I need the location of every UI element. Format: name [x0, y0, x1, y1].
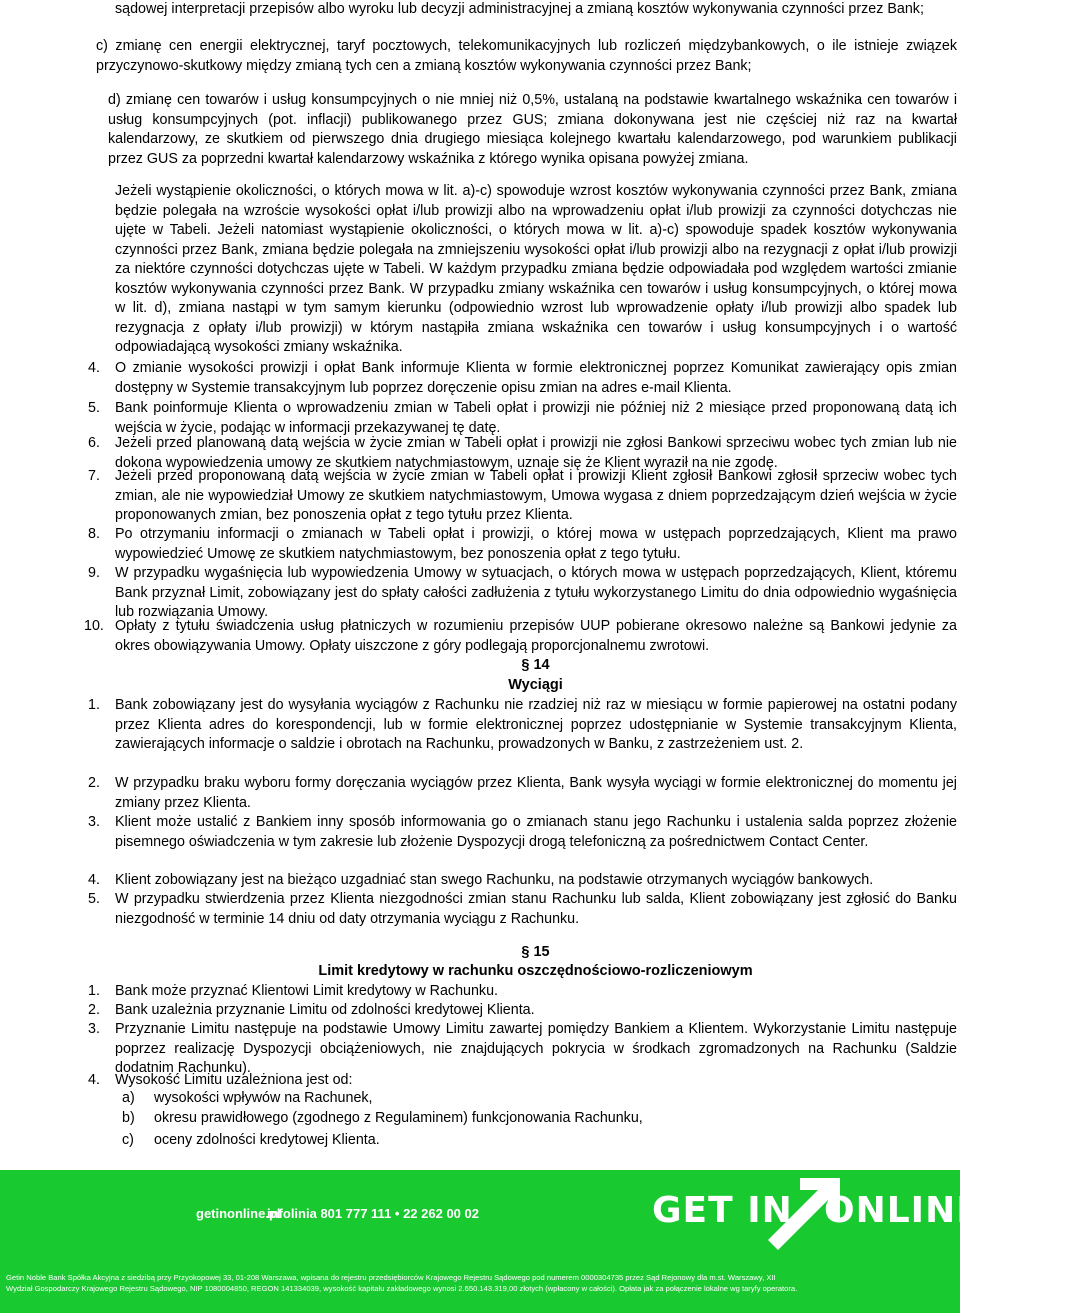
list-item: Bank uzależnia przyznanie Limitu od zdolności kredytowej Klienta.: [115, 1002, 535, 1018]
list-item: W przypadku braku wyboru formy doręczania wyciągów przez Klienta, Bank wysyła wyciągi w formie elektronicznej do momentu jej zmiany przez Klienta.: [115, 775, 957, 811]
item-number: 6.: [88, 435, 100, 451]
item-number: 7.: [88, 468, 100, 484]
list-item: O zmianie wysokości prowizji i opłat Bank informuje Klienta w formie elektronicznej poprzez Komunikat zawierający opis zmian dostępny w Systemie transakcyjnym lub poprzez doręczenie opisu zmian na adres e-mail Klienta.: [115, 360, 957, 396]
legal-line-1: Getin Noble Bank Spółka Akcyjna z siedzibą przy Przyokopowej 33, 01-208 Warszawa, wpisana do rejestru przedsiębiorców Krajowego Rejestru Sądowego pod numerem 0000304735 przez Sąd Rejonowy dla m.st. Warszawy, XII: [6, 1273, 776, 1282]
list-item: W przypadku wygaśnięcia lub wypowiedzenia Umowy w sytuacjach, o których mowa w ustępach poprzedzających, Klient, któremu Bank przyznał Limit, zobowiązany jest do spłaty całości zadłużenia z tytułu wykorzystanego Limitu do dnia odpowiednio wygaśnięcia lub rozwiązania Umowy.: [115, 565, 957, 620]
sub-item-label: a): [122, 1090, 135, 1106]
item-number: 9.: [88, 565, 100, 581]
sub-item-label: b): [122, 1110, 135, 1126]
sublist: [0, 1089, 960, 1169]
sub-item: [122, 1131, 380, 1151]
list-item: Bank poinformuje Klienta o wprowadzeniu zmian w Tabeli opłat i prowizji nie później niż 2 miesiące przed proponowaną datą ich wejścia w życie, podając w informacji przekazywanej tę datę.: [115, 400, 957, 436]
hotline-text: infolinia 801 777 111 • 22 262 00 02: [267, 1206, 479, 1221]
list-item: Opłaty z tytułu świadczenia usług płatniczych w rozumieniu przepisów UUP pobierane okresowo należne są Bankowi jedynie za okres obowiązywania Umowy. Opłaty uiszczone z góry podlegają proporcjonalnemu zwrotowi.: [115, 618, 957, 654]
section-number: § 14: [521, 657, 550, 673]
item-number: 8.: [88, 526, 100, 542]
sub-item-label: c): [122, 1132, 134, 1148]
sub-item-text: wysokości wpływów na Rachunek,: [154, 1090, 373, 1106]
section-number: § 15: [521, 944, 550, 960]
list-item: Klient zobowiązany jest na bieżąco uzgadniać stan swego Rachunku, na podstawie otrzymanych wyciągów bankowych.: [115, 872, 874, 888]
item-number: 3.: [88, 814, 100, 830]
item-number: 3.: [88, 1021, 100, 1037]
legal-notice: [6, 1272, 956, 1294]
logo-get-in: GET IN: [652, 1190, 793, 1231]
page-footer: [0, 1170, 982, 1313]
item-number: 5.: [88, 891, 100, 907]
item-number: 4.: [88, 1072, 100, 1088]
list-item: Jeżeli przed proponowaną datą wejścia w życie zmian w Tabeli opłat i prowizji Klient zgłosił Bankowi zgłosił sprzeciw wobec tych zmian, ale nie wypowiedział Umowy ze skutkiem natychmiastowym, Umowa wygasa z dniem poprzedzającym dzień wejścia w życie proponowanych zmian, bez ponoszenia opłat z tego tytułu przez Klienta.: [115, 468, 957, 523]
list-item: Bank może przyznać Klientowi Limit kredytowy w Rachunku.: [115, 983, 498, 999]
list-item: Przyznanie Limitu następuje na podstawie Umowy Limitu zawartej pomiędzy Bankiem a Klientem. Wykorzystanie Limitu następuje poprzez realizację Dyspozycji obciążeniowych, nie znajdujących pokrycia w środkach zgromadzonych na Rachunku (Saldzie dodatnim Rachunku).: [115, 1021, 957, 1076]
list-item: Jeżeli przed planowaną datą wejścia w życie zmian w Tabeli opłat i prowizji nie zgłosi Bankowi sprzeciwu wobec tych zmian lub nie dokona wypowiedzenia umowy ze skutkiem natychmiastowym, uznaje się że Klient wyraził na nie zgodę.: [115, 435, 957, 471]
list-item: Klient może ustalić z Bankiem inny sposób informowania go o zmianach stanu jego Rachunku i ustalenia salda poprzez złożenie pisemnego oświadczenia w tym zakresie lub złożenie Dyspozycji drogą telefoniczną za pośrednictwem Contact Center.: [115, 814, 957, 850]
section-title: Wyciągi: [508, 677, 563, 693]
sub-item: [122, 1089, 373, 1109]
list-item: Bank zobowiązany jest do wysyłania wyciągów z Rachunku nie rzadziej niż raz w miesiącu w formie papierowej na ostatni podany przez Klienta adres do korespondencji, lub w formie elektronicznej poprzez udostępnianie w Systemie transakcyjnym Klienta, zawierających informacje o saldzie i obrotach na Rachunku, prowadzonych w Banku, z zastrzeżeniem ust. 2.: [115, 697, 957, 752]
website-link[interactable]: getinonline.pl: [196, 1206, 281, 1221]
item-number: 4.: [88, 360, 100, 376]
sub-item-text: oceny zdolności kredytowej Klienta.: [154, 1132, 380, 1148]
item-number: 10.: [84, 618, 104, 634]
item-number: 2.: [88, 1002, 100, 1018]
paragraph-continuation: sądowej interpretacji przepisów albo wyroku lub decyzji administracyjnej a zmianą kosztów wykonywania czynności przez Bank;: [115, 1, 924, 17]
item-number: 1.: [88, 697, 100, 713]
legal-line-2: Wydział Gospodarczy Krajowego Rejestru Sądowego, NIP 1080004850, REGON 141334039, wysokość kapitału zakładowego wynosi 2.650.143.319,00 złotych (wpłacony w całości). Opłata jak za połączenie lokalne wg taryfy operatora.: [6, 1284, 798, 1293]
list-item: W przypadku stwierdzenia przez Klienta niezgodności zmian stanu Rachunku lub salda, Klient zobowiązany jest zgłosić do Banku niezgodność w terminie 14 dniu od daty otrzymania wyciągu z Rachunku.: [115, 891, 957, 927]
paragraph-changes-note: Jeżeli wystąpienie okoliczności, o których mowa w lit. a)-c) spowoduje wzrost kosztów wykonywania czynności przez Bank, zmiana będzie polegała na wzroście wysokości opłat i/lub prowizji albo na wprowadzeniu opłat i/lub prowizji za czynności dotychczas nie ujęte w Tabeli. Jeżeli natomiast wystąpienie okoliczności, o których mowa w lit. a)-c) spowoduje spadek kosztów wykonywania czynności przez Bank, zmiana będzie polegała na zmniejszeniu wysokości opłat i/lub prowizji albo na rezygnacji z opłat i/lub prowizji za niektóre czynności dotychczas ujęte w Tabeli. W każdym przypadku zmiana będzie odpowiadała pod względem wartości zmianie kosztów wykonywania czynności przez Bank. W przypadku zmiany wskaźnika cen towarów i usług konsumpcyjnych, o której mowa w lit. d), zmiana nastąpi w tym samym kierunku (odpowiednio wzrost lub wprowadzenie opłaty i/lub prowizji albo spadek lub rezygnacja z opłaty i/lub prowizji) w którym nastąpiła zmiana wskaźnika cen towarów i usług konsumpcyjnych i o wartość odpowiadającą wysokości zmiany wskaźnika.: [115, 183, 957, 355]
item-number: 2.: [88, 775, 100, 791]
paragraph-item-d: d) zmianę cen towarów i usług konsumpcyjnych o nie mniej niż 0,5%, ustalaną na podstawie kwartalnego wskaźnika cen towarów i usług konsumpcyjnych (pot. inflacji) publikowanego przez GUS; zmiana dokonywana jest nie częściej niż raz na kwartał kalendarzowy, ze skutkiem od pierwszego dnia drugiego miesiąca kolejnego kwartału kalendarzowego, pod warunkiem publikacji przez GUS za poprzedni kwartał kalendarzowy wskaźnika z którego wynika opisana powyżej zmiana.: [108, 92, 957, 167]
list-item: Wysokość Limitu uzależniona jest od:: [115, 1072, 353, 1088]
item-number: 5.: [88, 400, 100, 416]
item-number: 4.: [88, 872, 100, 888]
sub-item: [122, 1109, 643, 1129]
sub-item-text: okresu prawidłowego (zgodnego z Regulaminem) funkcjonowania Rachunku,: [154, 1110, 643, 1126]
section-title: Limit kredytowy w rachunku oszczędnościowo-rozliczeniowym: [318, 963, 753, 979]
list-item: Po otrzymaniu informacji o zmianach w Tabeli opłat i prowizji, o której mowa w ustępach poprzedzających, Klient ma prawo wypowiedzieć Umowę ze skutkiem natychmiastowym, bez ponoszenia opłat z tego tytułu.: [115, 526, 957, 562]
item-number: 1.: [88, 983, 100, 999]
paragraph-item-c: c) zmianę cen energii elektrycznej, taryf pocztowych, telekomunikacyjnych lub rozliczeń międzybankowych, o ile istnieje związek przyczynowo-skutkowy między zmianą tych cen a zmianą kosztów wykonywania czynności przez Bank;: [96, 38, 957, 74]
logo-online: ONLINE: [824, 1190, 982, 1231]
